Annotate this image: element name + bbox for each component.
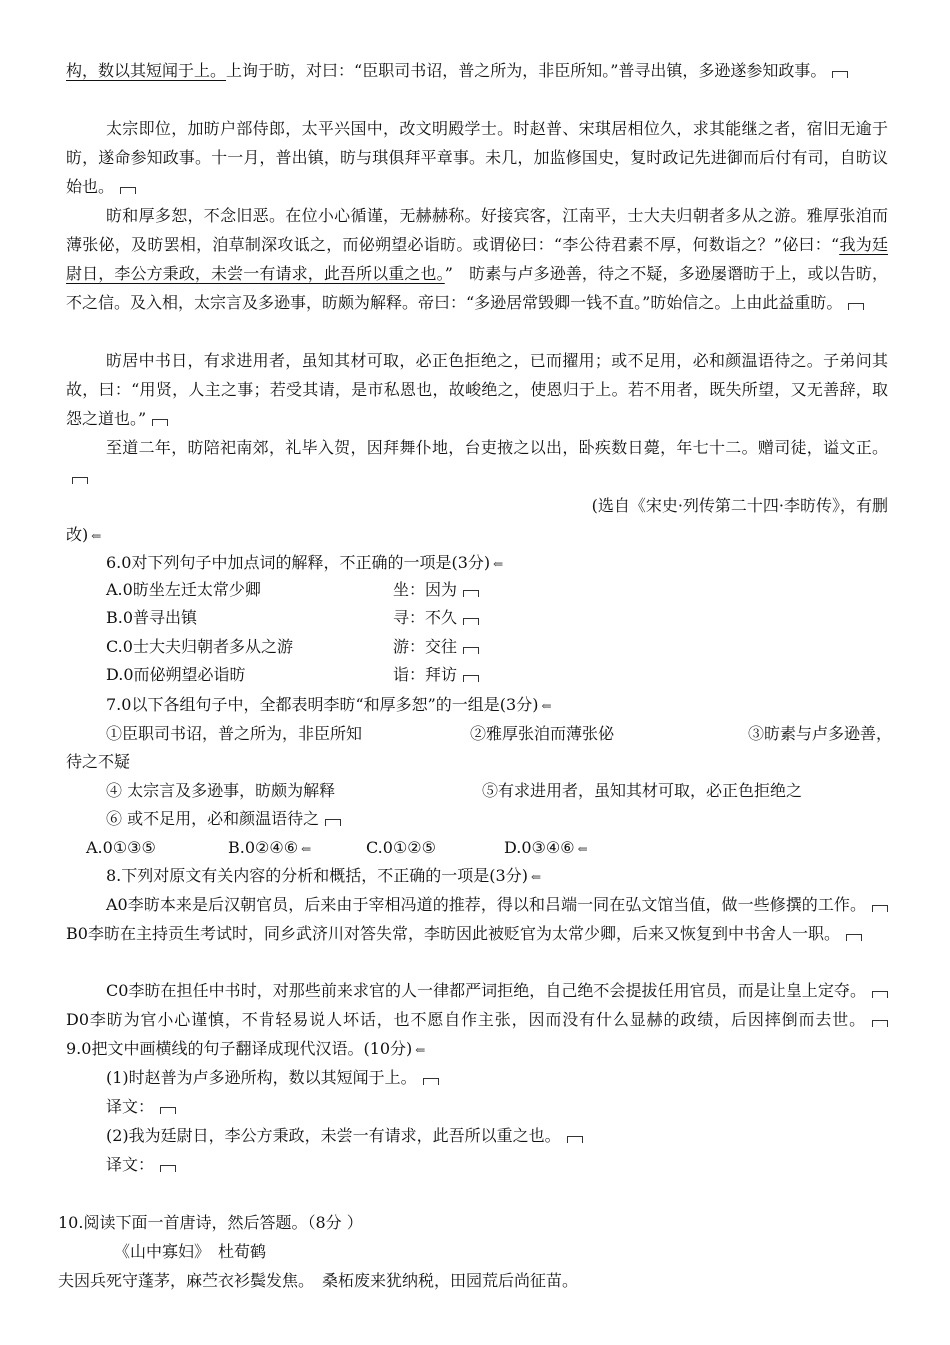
q7-stem: 7.0以下各组句子中，全都表明李昉“和厚多恕”的一组是(3分) ⇐ bbox=[106, 695, 552, 714]
q6-gloss-d: 诣：拜访 bbox=[393, 660, 479, 689]
underlined-sentence-2: 我为廷尉日，李公方秉政，未尝一有请求，此吾所以重之也。 bbox=[66, 235, 888, 283]
q10-stem: 10.阅读下面一首唐诗，然后答题。（8分 ） bbox=[58, 1213, 363, 1232]
q9-translation-2: 译文： bbox=[106, 1150, 176, 1179]
paragraph-mark-icon bbox=[463, 590, 479, 597]
passage-para-4: 昉居中书日，有求进用者，虽知其材可取，必正色拒绝之，已而擢用；或不足用，必和颜温语待之。子弟问其故，曰：“用贤，人主之事；若受其请，是市私恩也，故峻绝之，使恩归于上。若不用者，既失所望，又无善辞，取怨之道也。” bbox=[66, 351, 888, 428]
q6-gloss-b: 寻：不久 bbox=[393, 603, 479, 632]
paragraph-mark-icon bbox=[463, 647, 479, 654]
q7-choice-d: D.0③④⑥ ⇐ bbox=[504, 838, 588, 857]
paragraph-mark-icon bbox=[463, 618, 479, 625]
underlined-sentence-1: 构，数以其短闻于上。 bbox=[66, 61, 227, 80]
q7-item-5: ⑤有求进用者，虽知其材可取，必正色拒绝之 bbox=[482, 781, 803, 800]
source-citation: (选自《宋史·列传第二十四·李昉传》，有删 bbox=[591, 496, 888, 515]
paragraph-mark-icon bbox=[848, 303, 864, 310]
poem-title: 《山中寡妇》 杜荀鹤 bbox=[114, 1242, 267, 1261]
q8-options-cd: C0李昉在担任中书时，对那些前来求官的人一律都严词拒绝，自己绝不会提拔任用官员，而是让皇上定夺。 D0李昉为官小心谨慎，不肯轻易说人坏话，也不愿自作主张，因而没有什么显赫的政绩，后因摔倒而去世。 9.0把文中画横线的句子翻译成现代汉语。(10分) ⇐ bbox=[66, 976, 888, 1065]
q6-option-b: B.0普寻出镇 bbox=[106, 608, 198, 627]
q7-item-4: ④ 太宗言及多逊事，昉颇为解释 bbox=[106, 781, 336, 800]
q6-gloss-c: 游：交往 bbox=[393, 632, 479, 661]
q7-item-2: ②雅厚张洎而薄张佖 bbox=[470, 724, 615, 743]
paragraph-mark-icon bbox=[872, 991, 888, 998]
q6-option-c: C.0士大夫归朝者多从之游 bbox=[106, 637, 293, 656]
q8-options-ab: A0李昉本来是后汉朝官员，后来由于宰相冯道的推荐，得以和吕端一同在弘文馆当值，做一些修撰的工作。 B0李昉在主持贡生考试时，同乡武济川对答失常，李昉因此被贬官为太常少卿，后来又恢复到中书舍人一职。 bbox=[66, 890, 888, 948]
q9-sentence-1: (1)时赵普为卢多逊所构，数以其短闻于上。 bbox=[106, 1063, 439, 1092]
q6-stem: 6.0对下列句子中加点词的解释，不正确的一项是(3分) ⇐ bbox=[106, 553, 504, 572]
q7-choice-b: B.0②④⑥ ⇐ bbox=[228, 838, 312, 857]
paragraph-mark-icon bbox=[872, 1020, 888, 1027]
paragraph-mark-icon bbox=[160, 1165, 176, 1172]
q9-sentence-2: (2)我为廷尉日，李公方秉政，未尝一有请求，此吾所以重之也。 bbox=[106, 1121, 583, 1150]
q7-item-1: ①臣职司书诏，普之所为，非臣所知 bbox=[106, 724, 363, 743]
passage-para-1: 构，数以其短闻于上。上询于昉，对曰：“臣职司书诏，普之所为，非臣所知。”普寻出镇，多逊遂参知政事。 bbox=[66, 56, 888, 85]
q8-stem: 8.下列对原文有关内容的分析和概括，不正确的一项是(3分) ⇐ bbox=[106, 866, 541, 885]
paragraph-mark-icon bbox=[832, 71, 848, 78]
q7-choice-a: A.0①③⑤ bbox=[86, 838, 156, 857]
paragraph-mark-icon bbox=[846, 934, 862, 941]
paragraph-mark-icon bbox=[120, 187, 136, 194]
q7-item-3: ③昉素与卢多逊善， bbox=[748, 724, 893, 743]
paragraph-mark-icon bbox=[872, 905, 888, 912]
passage-para-3: 昉和厚多恕，不念旧恶。在位小心循谨，无赫赫称。好接宾客，江南平，士大夫归朝者多从之游。雅厚张洎而薄张佖，及昉罢相，洎草制深攻诋之，而佖朔望必诣昉。或谓佖曰：“李公待君素不厚，何数诣之？”佖曰：“我为廷尉日，李公方秉政，未尝一有请求，此吾所以重之也。” 昉素与卢多逊善，待之不疑，多逊屡谮昉于上，或以告昉，不之信。及入相，太宗言及多逊事，昉颇为解释。帝曰：“多逊居常毁卿一钱不直。”昉始信之。上由此益重昉。 bbox=[66, 206, 888, 312]
q7-item-6: ⑥ 或不足用，必和颜温语待之 bbox=[106, 804, 341, 833]
q6-option-d: D.0而佖朔望必诣昉 bbox=[106, 665, 246, 684]
paragraph-mark-icon bbox=[72, 477, 88, 484]
paragraph-mark-icon bbox=[160, 1107, 176, 1114]
paragraph-mark-icon bbox=[567, 1136, 583, 1143]
q6-gloss-a: 坐：因为 bbox=[393, 575, 479, 604]
q7-item-3-cont: 待之不疑 bbox=[66, 752, 131, 771]
passage-para-5: 至道二年，昉陪祀南郊，礼毕入贺，因拜舞仆地，台吏掖之以出，卧疾数日薨，年七十二。赠司徒，谥文正。 bbox=[66, 433, 888, 491]
poem-line-1: 夫因兵死守蓬茅，麻苎衣衫鬓发焦。 桑柘废来犹纳税，田园荒后尚征苗。 bbox=[58, 1271, 579, 1290]
paragraph-mark-icon bbox=[423, 1078, 439, 1085]
q9-stem: 9.0把文中画横线的句子翻译成现代汉语。(10分) bbox=[66, 1039, 413, 1058]
paragraph-mark-icon bbox=[325, 819, 341, 826]
q9-translation-1: 译文： bbox=[106, 1092, 176, 1121]
paragraph-mark-icon bbox=[463, 675, 479, 682]
paragraph-mark-icon bbox=[152, 419, 168, 426]
q7-choice-c: C.0①②⑤ bbox=[366, 838, 436, 857]
q6-option-a: A.0昉坐左迁太常少卿 bbox=[106, 580, 261, 599]
passage-para-2: 太宗即位，加昉户部侍郎，太平兴国中，改文明殿学士。时赵普、宋琪居相位久，求其能继之者，宿旧无逾于昉，遂命参知政事。十一月，普出镇，昉与琪俱拜平章事。未几，加监修国史，复时政记先进御而后付有司，自昉议始也。 bbox=[66, 119, 888, 196]
source-citation-end: 改) ⇐ bbox=[66, 525, 102, 544]
